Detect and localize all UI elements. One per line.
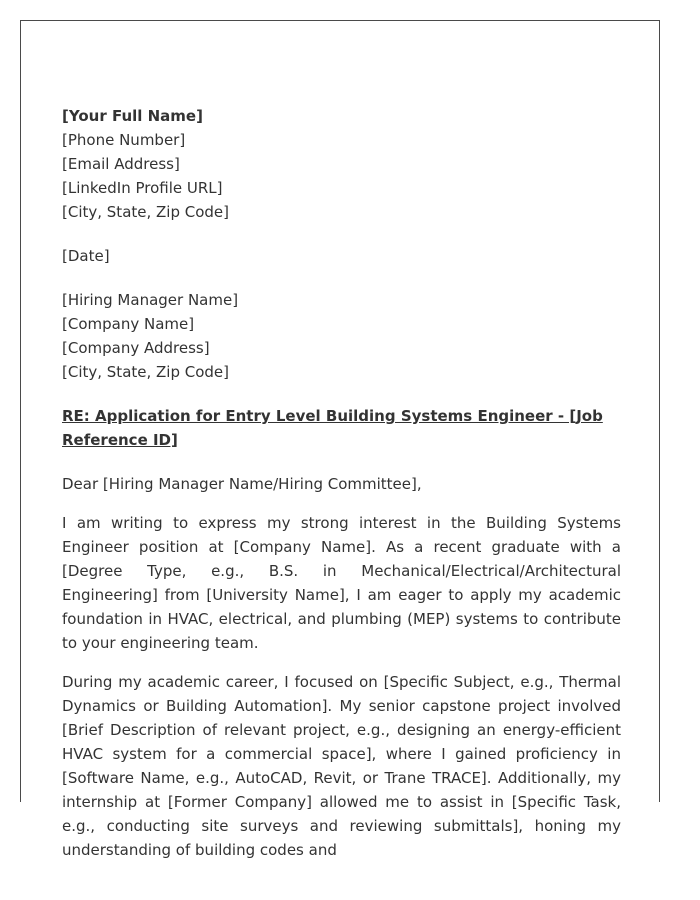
subject-line: RE: Application for Entry Level Building Systems Engineer - [Job Reference ID] [62,407,603,449]
sender-phone: [Phone Number] [62,131,186,149]
recipient-location: [City, State, Zip Code] [62,363,230,381]
recipient-name: [Hiring Manager Name] [62,291,239,309]
body-paragraph-1: I am writing to express my strong interest in the Building Systems Engineer position at [Company Name]. As a recent graduate with a [Degree Type, e.g., B.S. in Mechanical/Electrical/Architectural Engineering] from [University Name], I am eager to apply my academic foundation in HVAC, electrical, and plumbing (MEP) systems to contribute to your engineering team. [62,514,621,652]
letter-date: [Date] [62,247,110,265]
sender-linkedin: [LinkedIn Profile URL] [62,179,223,197]
sender-location: [City, State, Zip Code] [62,203,230,221]
sender-name: [Your Full Name] [62,107,203,125]
letter-page [20,20,660,859]
recipient-address: [Company Address] [62,339,210,357]
body-paragraph-2: During my academic career, I focused on [Specific Subject, e.g., Thermal Dynamics or Building Automation]. My senior capstone project involved [Brief Description of relevant project, e.g., designing an energy-efficient HVAC system for a commercial space], where I gained proficiency in [Software Name, e.g., AutoCAD, Revit, or Trane TRACE]. Additionally, my internship at [Former Company] allowed me to assist in [Specific Task, e.g., conducting site surveys and reviewing submittals], honing my understanding of building codes and [62,673,621,859]
recipient-block [62,288,621,384]
sender-block [62,104,621,224]
letter-content [62,104,621,862]
sender-email: [Email Address] [62,155,180,173]
recipient-company: [Company Name] [62,315,195,333]
salutation: Dear [Hiring Manager Name/Hiring Committee], [62,475,422,493]
